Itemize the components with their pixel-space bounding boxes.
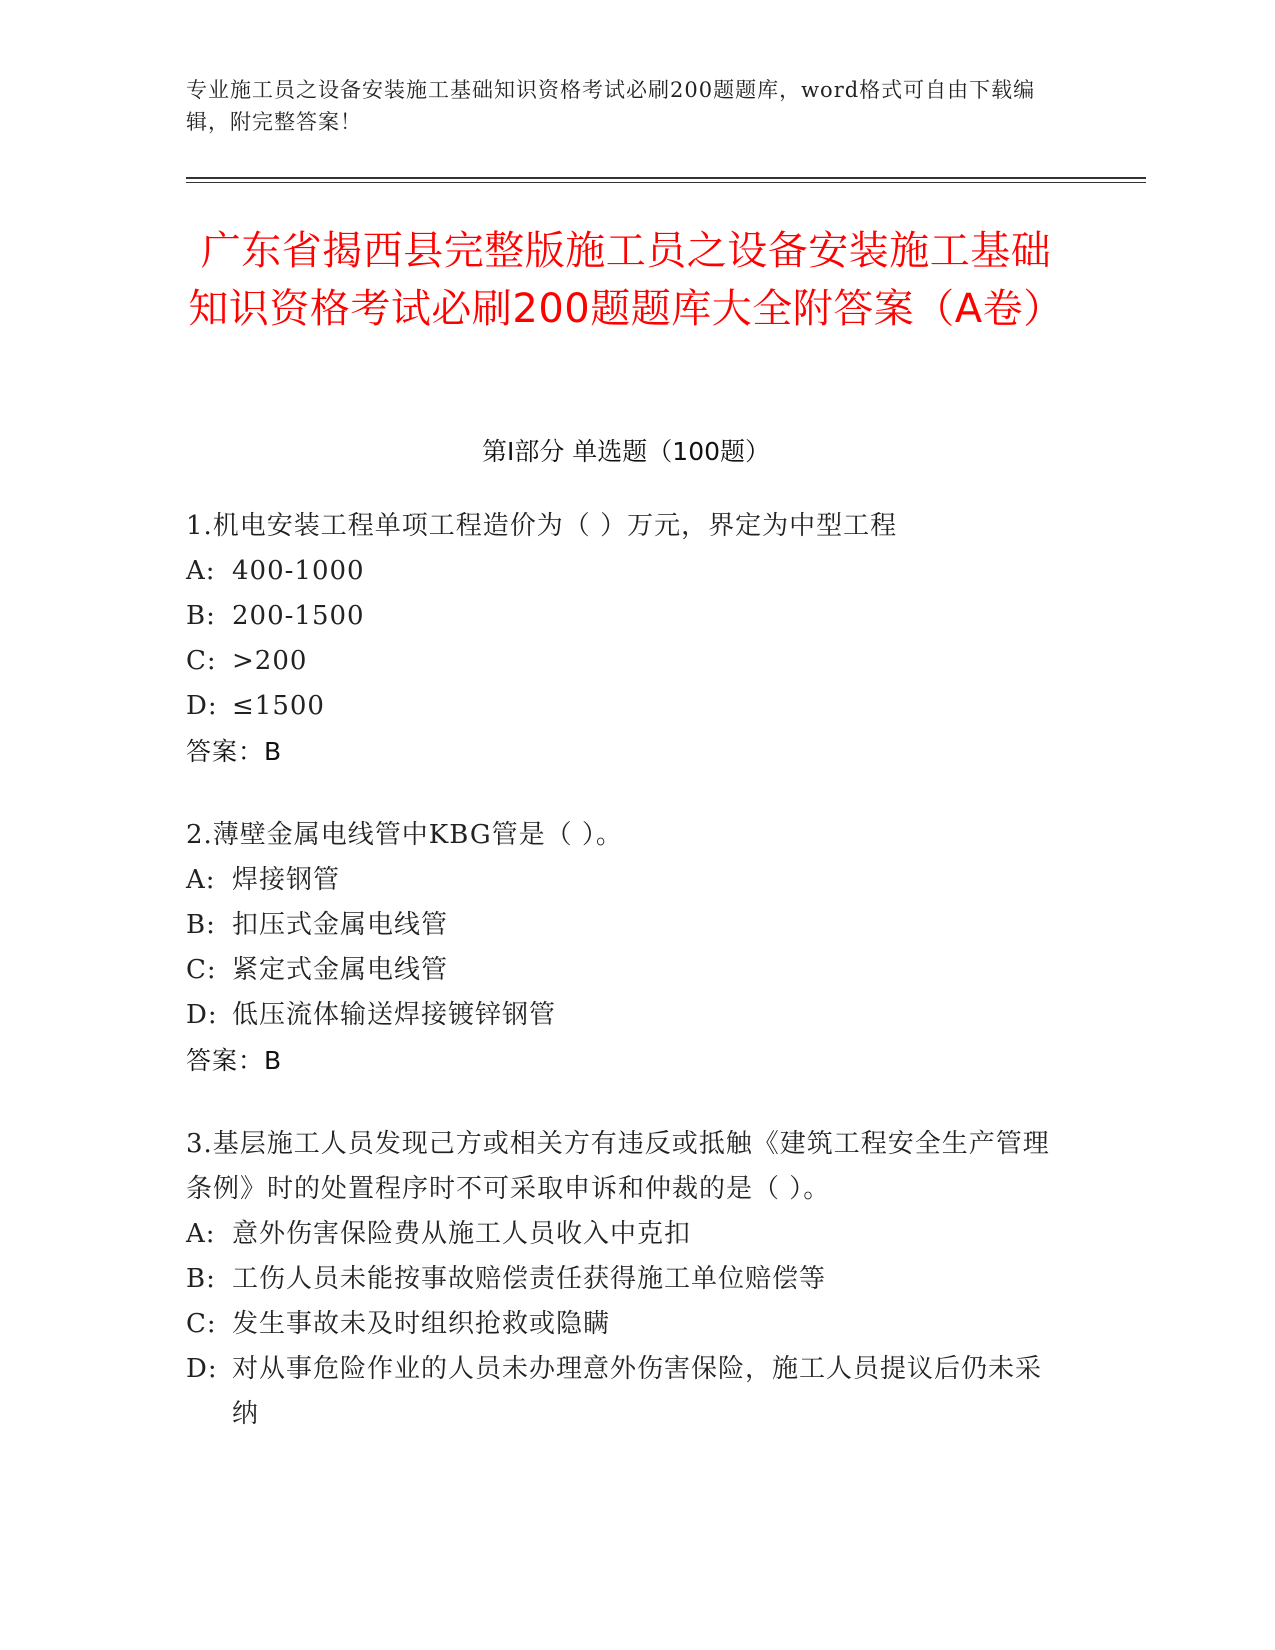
header-divider-thick [186, 177, 1146, 179]
option-letter: D: [186, 1354, 218, 1384]
option-letter: A: [186, 556, 216, 586]
option-b [186, 1257, 1066, 1302]
option-text: >200 [232, 646, 308, 676]
option-letter: B: [186, 1264, 216, 1294]
header-note: 专业施工员之设备安装施工基础知识资格考试必刷200题题库，word格式可自由下载编辑，附完整答案！ [186, 78, 1036, 134]
option-d [186, 1347, 1066, 1437]
option-letter: B: [186, 601, 216, 631]
document-title: 广东省揭西县完整版施工员之设备安装施工基础知识资格考试必刷200题题库大全附答案（A卷） [188, 228, 1064, 332]
option-text: 意外伤害保险费从施工人员收入中克扣 [232, 1219, 692, 1249]
option-letter: C: [186, 955, 217, 985]
option-text: 紧定式金属电线管 [232, 955, 449, 985]
option-text: 对从事危险作业的人员未办理意外伤害保险，施工人员提议后仍未采纳 [232, 1354, 1043, 1429]
option-text: 400-1000 [232, 556, 365, 586]
option-letter: C: [186, 1309, 217, 1339]
option-b [186, 903, 1066, 948]
option-b [186, 594, 1066, 639]
question-1 [186, 504, 1066, 774]
option-c [186, 1302, 1066, 1347]
option-letter: A: [186, 1219, 216, 1249]
option-a [186, 549, 1066, 594]
question-2 [186, 813, 1066, 1083]
question-3 [186, 1122, 1066, 1437]
answer: 答案：B [186, 737, 283, 766]
question-stem: 3.基层施工人员发现己方或相关方有违反或抵触《建筑工程安全生产管理条例》时的处置程序时不可采取申诉和仲裁的是（ ）。 [186, 1129, 1050, 1204]
option-c [186, 948, 1066, 993]
option-letter: D: [186, 691, 218, 721]
option-text: 发生事故未及时组织抢救或隐瞒 [232, 1309, 611, 1339]
option-a [186, 858, 1066, 903]
option-d [186, 684, 1066, 729]
option-letter: B: [186, 910, 216, 940]
option-letter: A: [186, 865, 216, 895]
option-text: 焊接钢管 [232, 865, 341, 895]
option-text: 低压流体输送焊接镀锌钢管 [232, 1000, 557, 1030]
option-a [186, 1212, 1066, 1257]
header-divider-thin [186, 182, 1146, 183]
option-d [186, 993, 1066, 1038]
answer: 答案：B [186, 1046, 283, 1075]
option-text: ≤1500 [232, 691, 325, 721]
option-text: 200-1500 [232, 601, 365, 631]
option-c [186, 639, 1066, 684]
section-heading: 第Ⅰ部分 单选题（100题） [481, 437, 771, 466]
option-text: 扣压式金属电线管 [232, 910, 449, 940]
option-letter: D: [186, 1000, 218, 1030]
option-letter: C: [186, 646, 217, 676]
question-stem: 1.机电安装工程单项工程造价为（ ）万元，界定为中型工程 [186, 511, 898, 541]
question-stem: 2.薄壁金属电线管中KBG管是（ ）。 [186, 820, 623, 850]
option-text: 工伤人员未能按事故赔偿责任获得施工单位赔偿等 [232, 1264, 827, 1294]
